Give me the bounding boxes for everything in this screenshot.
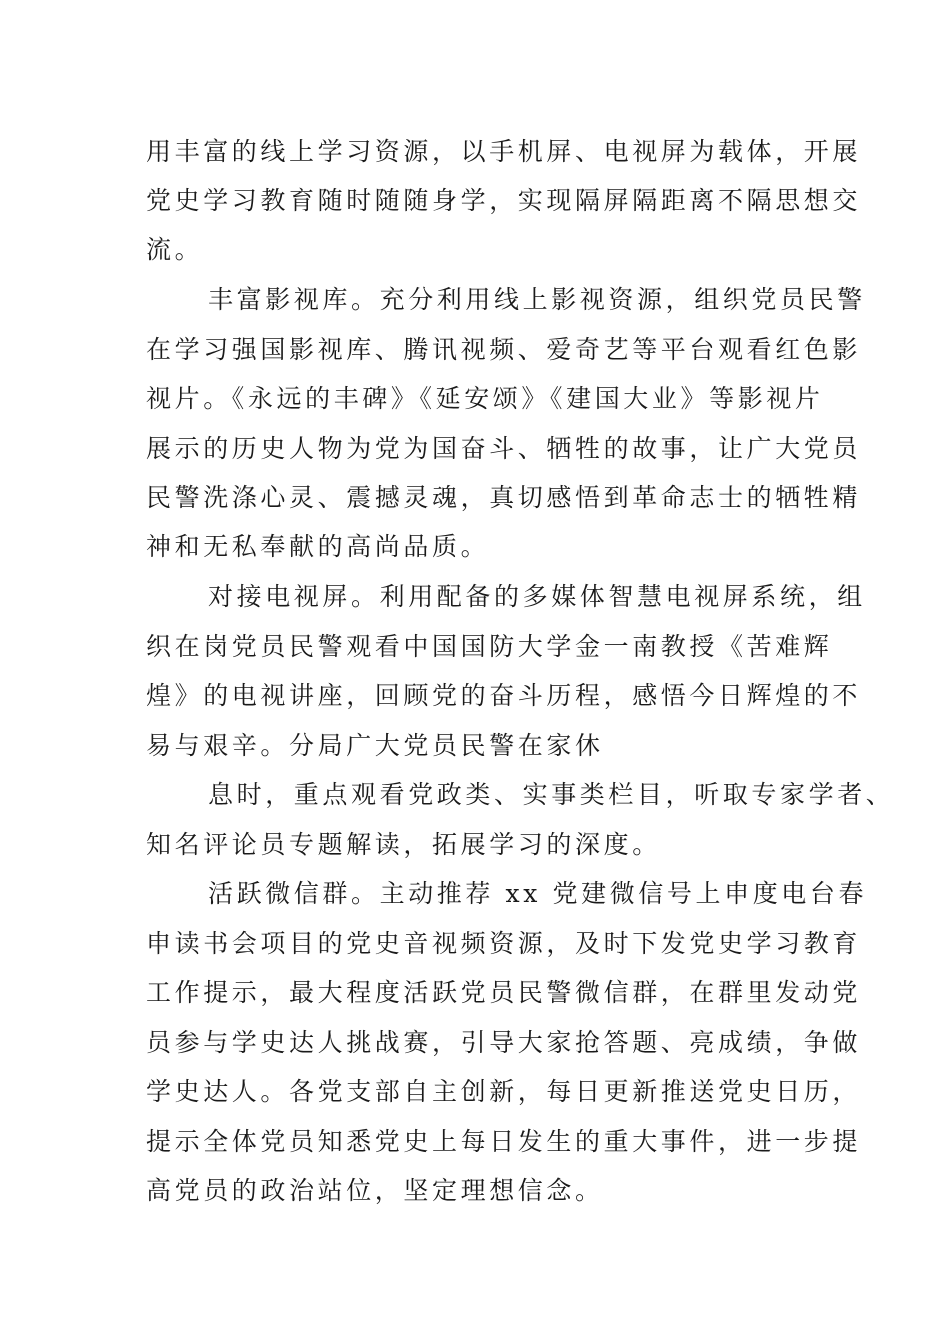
text-line: 视片。《永远的丰碑》《延安颂》《建国大业》等影视片 [146,384,824,413]
paragraph-start-line: 活跃微信群。主动推荐 xx 党建微信号上申度电台春 [208,879,868,908]
text-line: 神和无私奉献的高尚品质。 [146,532,490,561]
paragraph-start-line: 息时，重点观看党政类、实事类栏目，听取专家学者、 [208,780,895,809]
text-line: 在学习强国影视库、腾讯视频、爱奇艺等平台观看红色影 [146,335,862,364]
text-line: 易与艰辛。分局广大党员民警在家休 [146,731,604,760]
text-line: 提示全体党员知悉党史上每日发生的重大事件，进一步提 [146,1127,862,1156]
text-line: 流。 [146,235,204,264]
text-line: 高党员的政治站位，坚定理想信念。 [146,1176,604,1205]
text-line: 用丰富的线上学习资源，以手机屏、电视屏为载体，开展 [146,137,862,166]
text-line: 民警洗涤心灵、震撼灵魂，真切感悟到革命志士的牺牲精 [146,483,862,512]
text-line: 织在岗党员民警观看中国国防大学金一南教授《苦难辉 [146,632,833,661]
text-line: 展示的历史人物为党为国奋斗、牺牲的故事，让广大党员 [146,434,862,463]
text-line: 知名评论员专题解读，拓展学习的深度。 [146,830,661,859]
text-line: 煌》的电视讲座，回顾党的奋斗历程，感悟今日辉煌的不 [146,681,862,710]
text-line: 学史达人。各党支部自主创新，每日更新推送党史日历， [146,1077,862,1106]
text-line: 党史学习教育随时随随身学，实现隔屏隔距离不隔思想交 [146,186,862,215]
paragraph-start-line: 对接电视屏。利用配备的多媒体智慧电视屏系统，组 [208,582,866,611]
text-line: 申读书会项目的党史音视频资源，及时下发党史学习教育 [146,929,862,958]
text-line: 工作提示，最大程度活跃党员民警微信群，在群里发动党 [146,978,862,1007]
text-line: 员参与学史达人挑战赛，引导大家抢答题、亮成绩，争做 [146,1028,862,1057]
paragraph-start-line: 丰富影视库。充分利用线上影视资源，组织党员民警 [208,285,866,314]
